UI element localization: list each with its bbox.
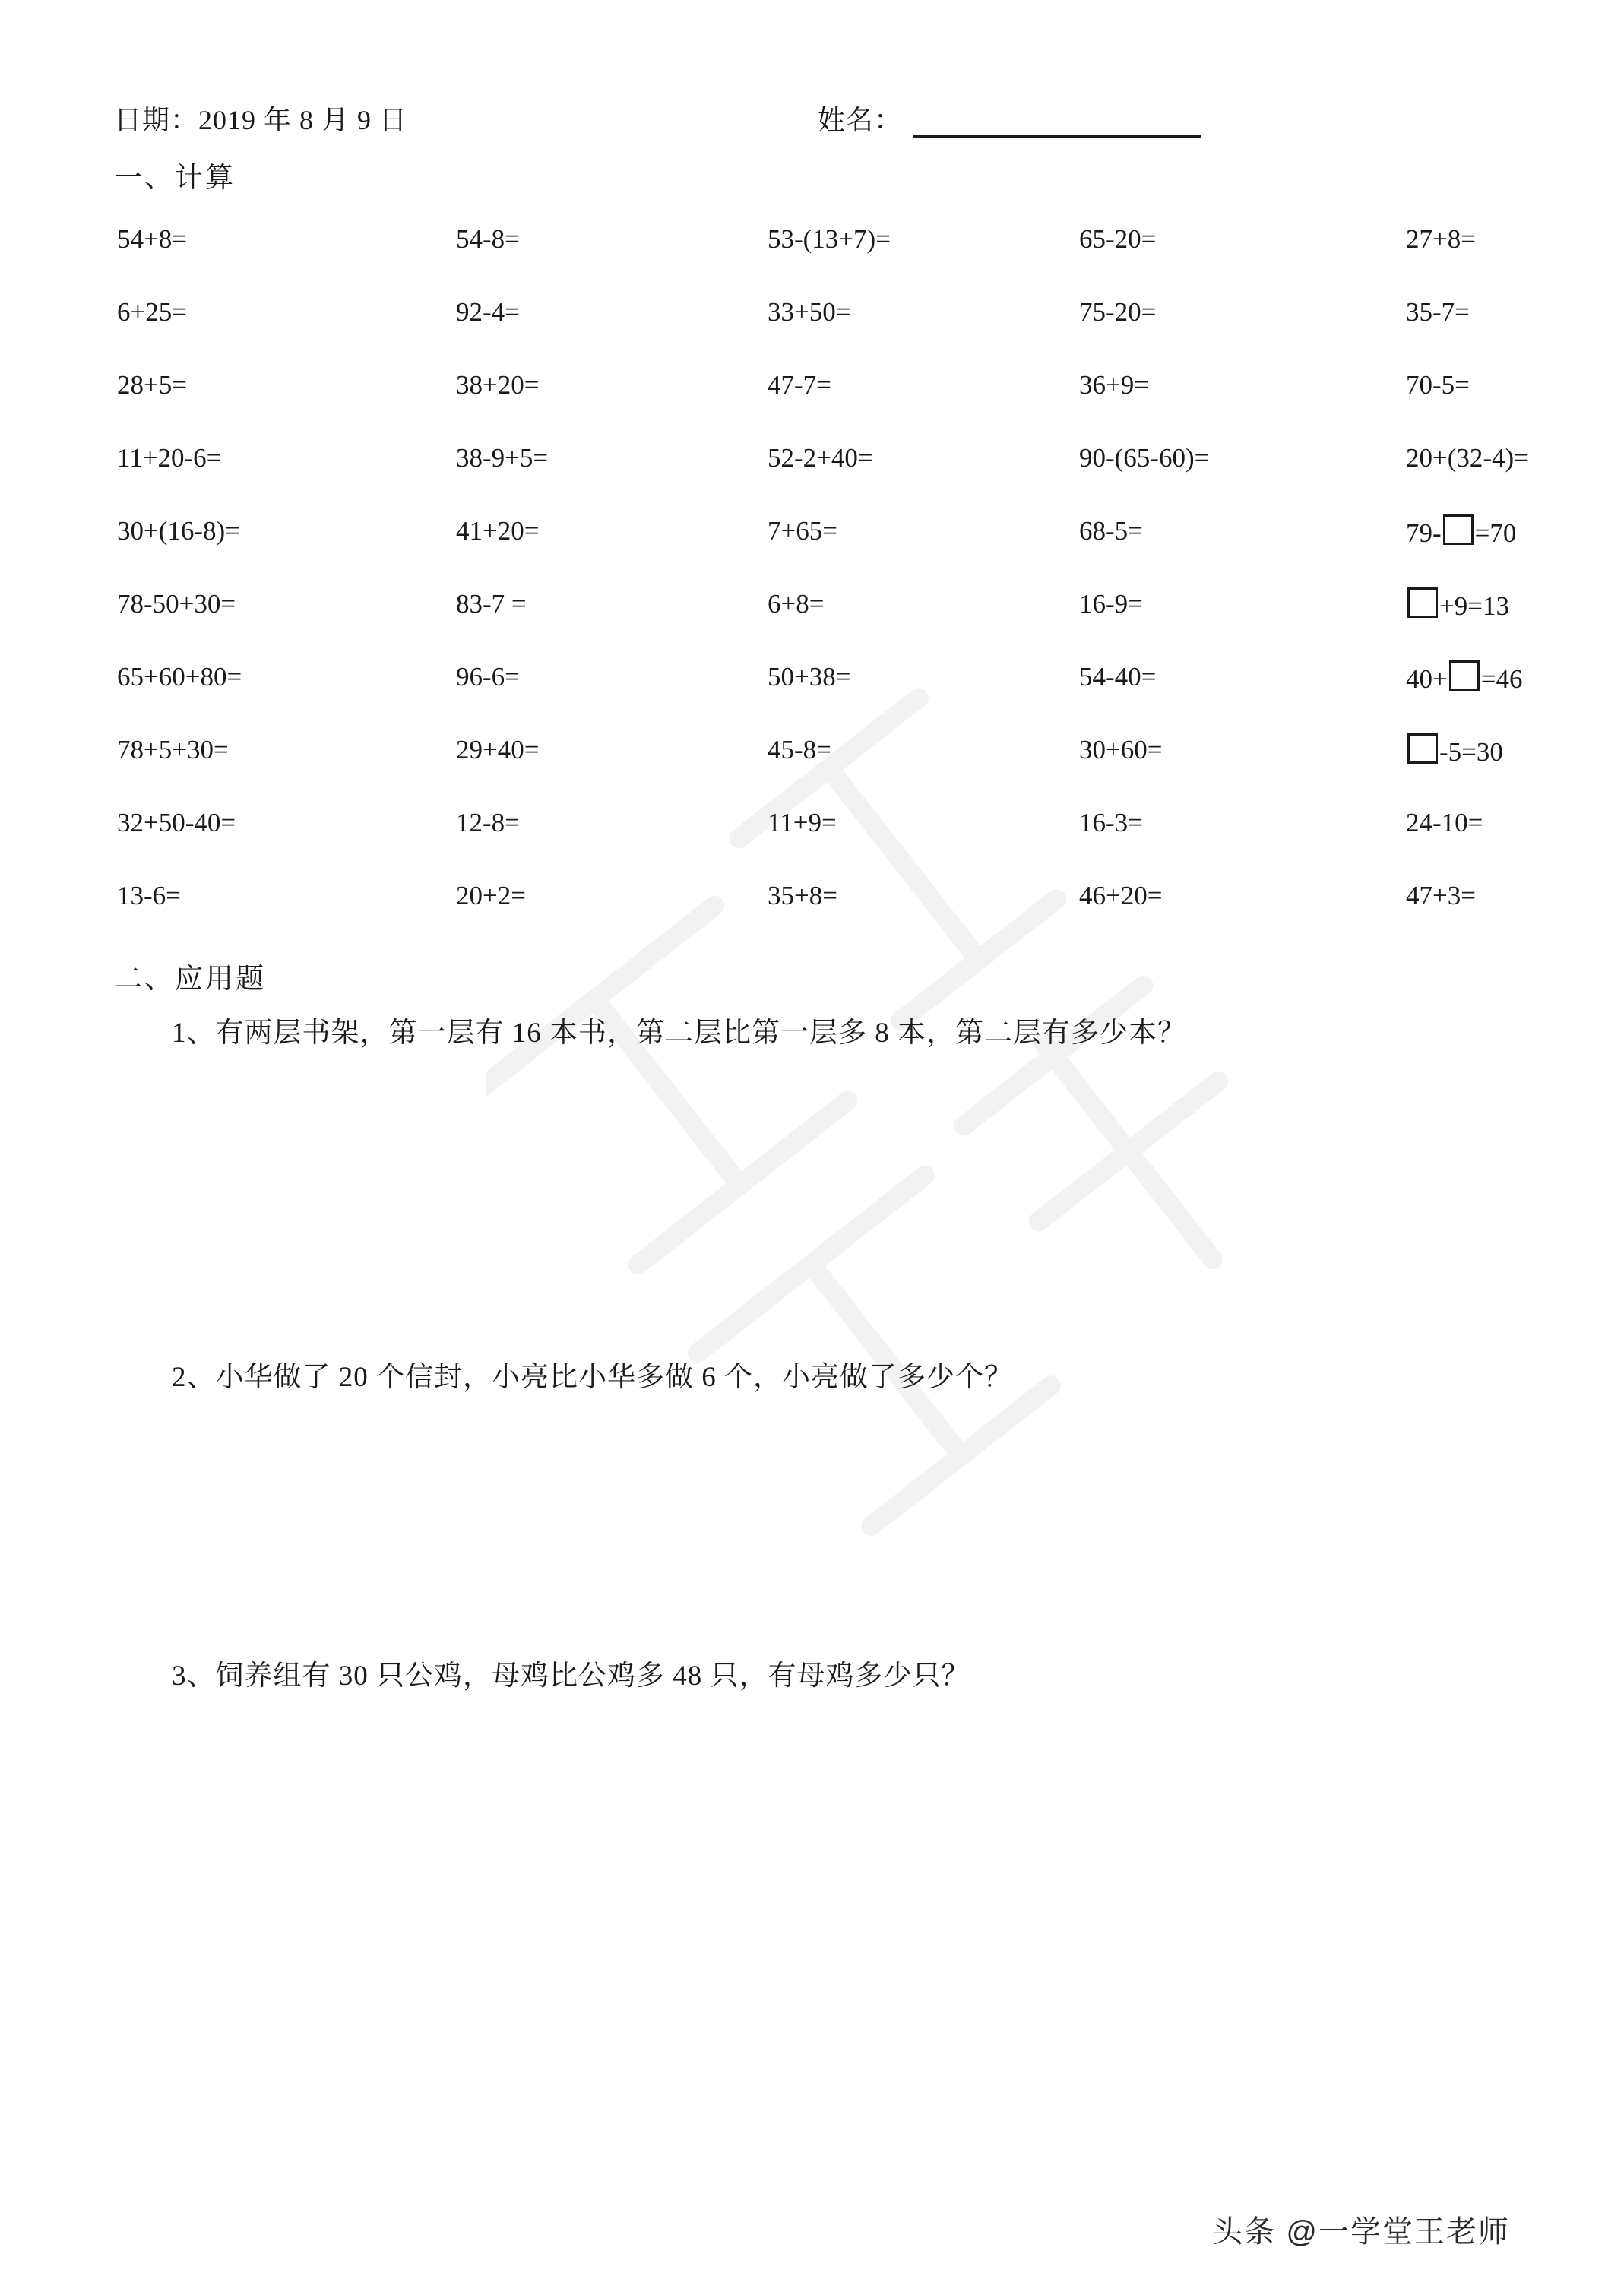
calc-item: 12-8= <box>456 808 520 837</box>
calc-item-with-box: 40+ =46 <box>1284 660 1529 695</box>
calc-item: 41+20= <box>456 516 540 546</box>
calc-item: 11+20-6= <box>117 443 222 473</box>
calc-item: 6+8= <box>768 589 825 619</box>
date-label: 日期：2019 年 8 月 9 日 <box>114 105 408 135</box>
answer-space-2[interactable] <box>114 1402 1510 1653</box>
calc-item: 35-7= <box>1406 297 1470 327</box>
calc-item: 47+3= <box>1406 881 1476 910</box>
calc-item: 75-20= <box>1079 297 1157 327</box>
calc-row <box>114 641 1529 714</box>
calc-item-with-box: 79- =70 <box>1284 514 1529 549</box>
calc-item: 20+2= <box>456 881 526 910</box>
calc-item: 54-8= <box>456 224 520 254</box>
calc-item: 32+50-40= <box>117 808 236 837</box>
calc-item: 54+8= <box>117 224 187 254</box>
calc-item: 16-3= <box>1079 808 1143 837</box>
calc-item-with-box: -5=30 <box>1284 733 1529 768</box>
calc-item: 38-9+5= <box>456 443 549 473</box>
calc-item: 65-20= <box>1079 224 1157 254</box>
calc-item: 83-7 = <box>456 589 527 619</box>
calc-row <box>114 714 1529 787</box>
calc-item: 36+9= <box>1079 370 1149 400</box>
calc-item: 33+50= <box>768 297 851 327</box>
footer-credit: 头条 @一学堂王老师 <box>1212 2215 1510 2249</box>
section-two-title: 二、应用题 <box>114 964 266 995</box>
word-problem-3: 3、饲养组有 30 只公鸡，母鸡比公鸡多 48 只，有母鸡多少只？ <box>172 1660 970 1692</box>
calc-row <box>114 787 1529 859</box>
calc-item: 30+(16-8)= <box>117 516 240 546</box>
calc-item: 13-6= <box>117 881 181 910</box>
calc-item: 65+60+80= <box>117 662 242 692</box>
calc-item: 27+8= <box>1406 224 1476 254</box>
calc-item: 54-40= <box>1079 662 1157 692</box>
calc-item: 16-9= <box>1079 589 1143 619</box>
calc-row <box>114 276 1529 349</box>
calc-item: 50+38= <box>768 662 851 692</box>
calc-item: 30+60= <box>1079 735 1163 764</box>
answer-box[interactable] <box>1443 514 1474 545</box>
calc-item: 20+(32-4)= <box>1406 443 1529 473</box>
calc-item: 47-7= <box>768 370 831 400</box>
calc-item: 45-8= <box>768 735 831 764</box>
calc-item: 38+20= <box>456 370 540 400</box>
calc-row <box>114 422 1529 495</box>
answer-box[interactable] <box>1407 733 1438 764</box>
calc-row <box>114 859 1529 932</box>
answer-space-1[interactable] <box>114 1058 1510 1354</box>
section-one-title: 一、计算 <box>114 163 236 194</box>
calc-item: 78-50+30= <box>117 589 236 619</box>
calc-item: 90-(65-60)= <box>1079 443 1210 473</box>
answer-box[interactable] <box>1449 660 1480 691</box>
name-input-line[interactable] <box>913 112 1201 138</box>
calc-item: 29+40= <box>456 735 540 764</box>
calc-item: 35+8= <box>768 881 837 910</box>
calc-item: 11+9= <box>768 808 837 837</box>
calc-row <box>114 349 1529 422</box>
calc-item: 78+5+30= <box>117 735 229 764</box>
calc-row <box>114 568 1529 641</box>
calculation-grid <box>114 203 1529 932</box>
calc-item: 92-4= <box>456 297 520 327</box>
calc-row <box>114 203 1529 276</box>
calc-item: 28+5= <box>117 370 187 400</box>
calc-item: 52-2+40= <box>768 443 873 473</box>
calc-item: 68-5= <box>1079 516 1143 546</box>
calc-item: 96-6= <box>456 662 520 692</box>
calc-item: 24-10= <box>1406 808 1483 837</box>
word-problem-1: 1、有两层书架，第一层有 16 本书，第二层比第一层多 8 本，第二层有多少本？ <box>172 1018 1186 1049</box>
word-problem-2: 2、小华做了 20 个信封，小亮比小华多做 6 个，小亮做了多少个？ <box>172 1361 1013 1393</box>
calc-item-with-box: +9=13 <box>1284 587 1529 622</box>
calc-item: 6+25= <box>117 297 187 327</box>
header-row <box>114 99 1510 138</box>
name-label: 姓名： <box>818 105 903 135</box>
calc-row <box>114 495 1529 568</box>
calc-item: 70-5= <box>1406 370 1470 400</box>
calc-item: 53-(13+7)= <box>768 224 891 254</box>
answer-box[interactable] <box>1407 587 1438 618</box>
calc-item: 46+20= <box>1079 881 1163 910</box>
name-block <box>818 99 1201 138</box>
calc-item: 7+65= <box>768 516 837 546</box>
